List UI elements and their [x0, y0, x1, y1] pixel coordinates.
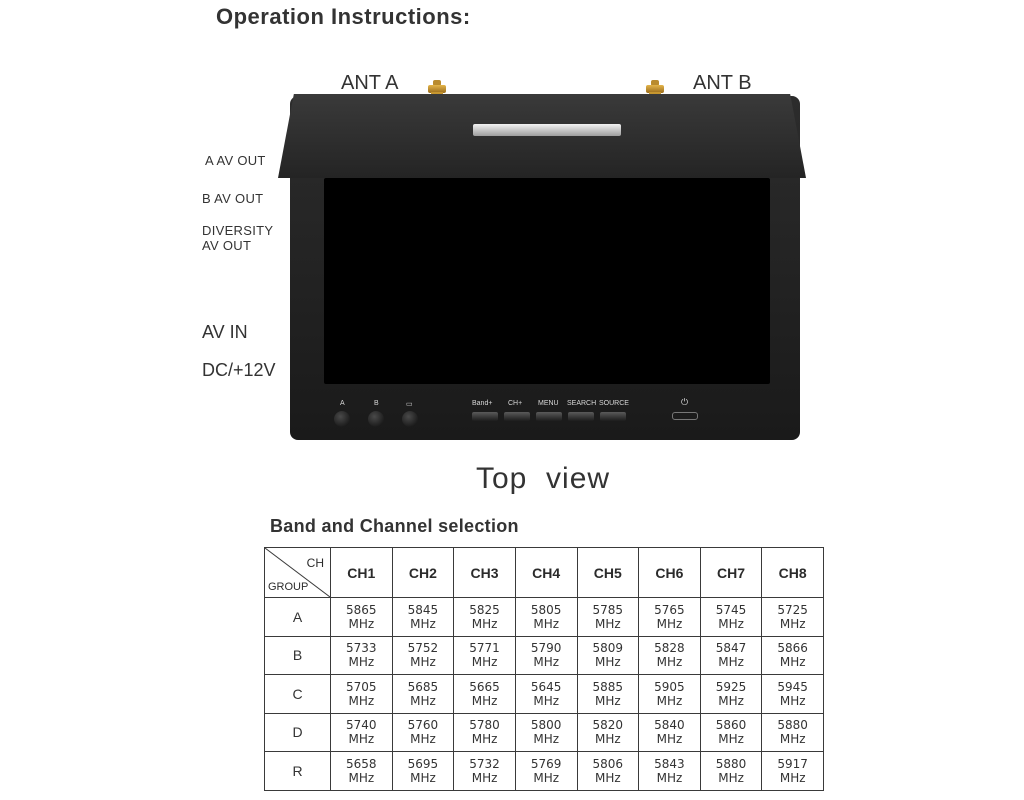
frequency-unit: MHz [779, 616, 806, 631]
frequency-unit: MHz [718, 732, 744, 747]
frequency-unit: MHz [348, 616, 375, 631]
frequency-cell [762, 675, 824, 714]
frequency-unit: MHz [410, 732, 436, 747]
frequency-cell [454, 675, 516, 714]
frequency-unit: MHz [410, 655, 436, 670]
source-button [600, 412, 626, 421]
frequency-unit: MHz [656, 770, 683, 785]
frequency-value: 5645 [530, 679, 562, 694]
group-cell: D [265, 713, 331, 752]
label-b-av-out: B AV OUT [202, 191, 264, 206]
frequency-cell [762, 752, 824, 791]
frequency-value: 5705 [346, 679, 377, 694]
button-label-band: Band+ [472, 400, 493, 407]
label-ant-b: ANT B [693, 72, 752, 94]
frequency-value: 5865 [346, 602, 377, 617]
band-channel-table [264, 547, 824, 791]
frequency-cell [454, 752, 516, 791]
frequency-cell [515, 675, 577, 714]
frequency-unit: MHz [348, 732, 375, 747]
frequency-unit: MHz [348, 770, 375, 785]
group-cell: B [265, 636, 331, 675]
group-cell: C [265, 675, 331, 714]
frequency-value: 5685 [407, 679, 439, 694]
frequency-unit: MHz [594, 655, 621, 670]
frequency-unit: MHz [656, 616, 683, 631]
frequency-unit: MHz [779, 693, 806, 708]
frequency-unit: MHz [594, 770, 621, 785]
frequency-cell [577, 598, 639, 637]
frequency-value: 5800 [530, 718, 562, 733]
frequency-value: 5828 [654, 641, 685, 656]
band-button [472, 412, 498, 421]
frequency-cell [700, 675, 762, 714]
frequency-cell [639, 598, 701, 637]
frequency-unit: MHz [533, 655, 560, 670]
knob-label-b: B [374, 400, 379, 407]
table-row [265, 675, 824, 714]
column-header: CH1 [331, 548, 393, 598]
knob-diversity [402, 411, 418, 427]
frequency-cell [700, 713, 762, 752]
knob-a [334, 411, 350, 427]
column-header: CH7 [700, 548, 762, 598]
monitor-illustration [278, 80, 806, 444]
frequency-unit: MHz [348, 693, 375, 708]
frequency-unit: MHz [718, 770, 744, 785]
label-diversity: DIVERSITY [202, 223, 274, 238]
frequency-cell [392, 675, 454, 714]
frequency-cell [392, 636, 454, 675]
frequency-value: 5740 [346, 718, 377, 733]
label-diversity-av-out: AV OUT [202, 238, 252, 253]
frequency-value: 5805 [530, 602, 562, 617]
frequency-value: 5732 [469, 756, 500, 771]
frequency-cell [577, 636, 639, 675]
frequency-cell [639, 752, 701, 791]
frequency-cell [762, 636, 824, 675]
group-cell: A [265, 598, 331, 637]
frequency-value: 5695 [407, 756, 439, 771]
frequency-value: 5866 [777, 641, 808, 656]
frequency-cell [577, 752, 639, 791]
frequency-cell [577, 675, 639, 714]
knob-label-diversity: ▭ [406, 401, 413, 408]
table-row [265, 713, 824, 752]
knob-label-a: A [340, 400, 345, 407]
ch-button [504, 412, 530, 421]
frequency-value: 5847 [715, 641, 747, 656]
frequency-cell [700, 598, 762, 637]
top-view-caption: Top view [476, 462, 611, 495]
frequency-value: 5769 [530, 756, 562, 771]
frequency-cell [515, 752, 577, 791]
button-label-search: SEARCH [567, 400, 597, 407]
group-cell: R [265, 752, 331, 791]
frequency-unit: MHz [471, 732, 498, 747]
frequency-value: 5945 [777, 679, 808, 694]
frequency-cell [515, 636, 577, 675]
frequency-cell [454, 713, 516, 752]
frequency-unit: MHz [410, 693, 436, 708]
table-row [265, 636, 824, 675]
frequency-unit: MHz [718, 655, 744, 670]
frequency-unit: MHz [718, 616, 744, 631]
frequency-cell [577, 713, 639, 752]
frequency-value: 5840 [654, 718, 685, 733]
column-header: CH3 [454, 548, 516, 598]
column-header: CH4 [515, 548, 577, 598]
frequency-unit: MHz [410, 770, 436, 785]
frequency-cell [700, 636, 762, 675]
table-row [265, 752, 824, 791]
column-header: CH5 [577, 548, 639, 598]
button-label-ch: CH+ [508, 400, 523, 407]
frequency-value: 5885 [592, 679, 624, 694]
button-label-source: SOURCE [599, 400, 629, 407]
frequency-unit: MHz [594, 732, 621, 747]
menu-button [536, 412, 562, 421]
frequency-value: 5790 [530, 641, 562, 656]
frequency-value: 5843 [654, 756, 685, 771]
corner-ch-label: CH [306, 556, 324, 570]
frequency-unit: MHz [779, 655, 806, 670]
frequency-value: 5845 [407, 602, 439, 617]
frequency-unit: MHz [348, 655, 375, 670]
frequency-unit: MHz [779, 770, 806, 785]
monitor-screen [324, 178, 770, 384]
frequency-value: 5665 [469, 679, 500, 694]
frequency-cell [515, 598, 577, 637]
frequency-value: 5806 [592, 756, 624, 771]
frequency-unit: MHz [471, 770, 498, 785]
frequency-unit: MHz [533, 616, 560, 631]
column-header: CH6 [639, 548, 701, 598]
frequency-cell [331, 636, 393, 675]
frequency-value: 5765 [654, 602, 685, 617]
frequency-value: 5820 [592, 718, 624, 733]
frequency-unit: MHz [656, 655, 683, 670]
frequency-cell [700, 752, 762, 791]
frequency-cell [762, 598, 824, 637]
sun-hood [278, 94, 806, 178]
frequency-unit: MHz [471, 655, 498, 670]
knob-b [368, 411, 384, 427]
frequency-unit: MHz [471, 693, 498, 708]
table-corner-cell [265, 548, 331, 598]
frequency-value: 5745 [715, 602, 747, 617]
page-heading: Operation Instructions: [216, 4, 471, 29]
frequency-cell [762, 713, 824, 752]
frequency-cell [392, 713, 454, 752]
label-dc-12v: DC/+12V [202, 360, 276, 380]
frequency-value: 5880 [777, 718, 808, 733]
frequency-value: 5780 [469, 718, 500, 733]
frequency-unit: MHz [656, 732, 683, 747]
frequency-cell [331, 713, 393, 752]
table-row [265, 598, 824, 637]
frequency-unit: MHz [471, 616, 498, 631]
frequency-value: 5658 [346, 756, 377, 771]
frequency-value: 5771 [469, 641, 500, 656]
table-title: Band and Channel selection [270, 516, 519, 536]
frequency-cell [639, 713, 701, 752]
frequency-value: 5825 [469, 602, 500, 617]
frequency-unit: MHz [594, 693, 621, 708]
frequency-cell [331, 752, 393, 791]
label-av-in: AV IN [202, 322, 248, 342]
frequency-unit: MHz [533, 770, 560, 785]
frequency-value: 5725 [777, 602, 808, 617]
frequency-value: 5809 [592, 641, 624, 656]
label-ant-a: ANT A [341, 72, 399, 94]
frequency-value: 5785 [592, 602, 624, 617]
frequency-unit: MHz [656, 693, 683, 708]
frequency-cell [454, 636, 516, 675]
frequency-value: 5917 [777, 756, 808, 771]
table-header-row [265, 548, 824, 598]
frequency-cell [392, 598, 454, 637]
power-icon: ⏻ [681, 397, 689, 407]
frequency-unit: MHz [718, 693, 744, 708]
frequency-unit: MHz [533, 732, 560, 747]
frequency-unit: MHz [533, 693, 560, 708]
frequency-cell [331, 675, 393, 714]
column-header: CH2 [392, 548, 454, 598]
frequency-cell [454, 598, 516, 637]
frequency-unit: MHz [410, 616, 436, 631]
frequency-value: 5905 [654, 679, 685, 694]
hood-slot [473, 124, 621, 136]
frequency-cell [331, 598, 393, 637]
label-a-av-out: A AV OUT [205, 153, 266, 168]
frequency-value: 5860 [715, 718, 747, 733]
frequency-unit: MHz [594, 616, 621, 631]
frequency-value: 5752 [407, 641, 439, 656]
frequency-cell [639, 675, 701, 714]
frequency-value: 5925 [715, 679, 747, 694]
corner-group-label: GROUP [268, 581, 309, 593]
frequency-cell [639, 636, 701, 675]
power-button [672, 412, 698, 420]
button-label-menu: MENU [538, 400, 559, 407]
frequency-value: 5880 [715, 756, 747, 771]
search-button [568, 412, 594, 421]
column-header: CH8 [762, 548, 824, 598]
frequency-value: 5733 [346, 641, 377, 656]
frequency-cell [392, 752, 454, 791]
frequency-cell [515, 713, 577, 752]
frequency-value: 5760 [407, 718, 439, 733]
frequency-unit: MHz [779, 732, 806, 747]
